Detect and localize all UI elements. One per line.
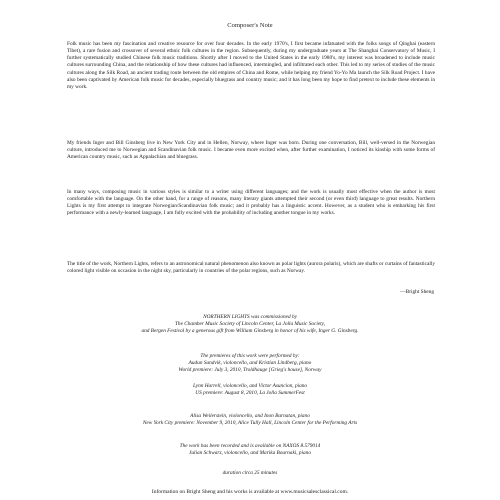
duration-block: [0, 470, 500, 477]
paragraph-text: My friends Inger and Bill Ginsberg live in New York City and in Hellen, Norway, where Inger was born. During one conversation, Bill, well-versed in the Norwegian culture, introduced me to Norwegian and Scandinavian folk music. I became even more excited when, after further examination, I noticed its kinship with some forms of American country music, such as Appalachian and bluegrass.: [67, 140, 435, 161]
premiere-block-3: [0, 413, 500, 427]
paragraph-text: The title of the work, Northern Lights, refers to an astronomical natural phenomenon also known as polar lights (aurora polaris), which are shafts or curtains of fantastically colored light visible on occasion in the night sky, particularly in countries of the polar regions, such as Norway.: [67, 261, 435, 275]
premiere-event: World premiere: July 3, 2010, Troldhauge [Grieg's house], Norway: [178, 367, 322, 374]
premiere-block-2: [0, 383, 500, 397]
signature: —Bright Sheng: [400, 289, 434, 295]
note-paragraph-4: [67, 261, 435, 275]
premiere-performers: Lynn Harrell, violoncello, and Victor Asuncion, piano: [192, 383, 308, 389]
recording-performers: Julian Schwarz, violoncello, and Marika Bournaki, piano: [189, 450, 311, 457]
commission-line: NORTHERN LIGHTS was commissioned by: [203, 314, 297, 320]
premiere-performers: Audun Sandvik, violoncello, and Kristian Lindberg, piano: [188, 360, 312, 367]
duration-text: duration circa 25 minutes: [222, 470, 278, 476]
note-paragraph-2: [67, 140, 435, 161]
commission-line: and Bergen Festival by a generous gift from William Ginsberg in honor of his wife, Inger G. Ginsberg.: [141, 328, 359, 335]
paragraph-text: Folk music has been my fascination and creative resource for over four decades. In the early 1970's, I first became infatuated with the folks songs of Qinghai (eastern Tibet), a rare fusion and crossover of several ethnic folk cultures in the region. Subsequently, during my undergraduate years at The Shanghai Conservatory of Music, I further systematically studied Chinese folk music traditions. Shortly after I moved to the United States in the early 1980's, my interest was broadened to include music cultures surrounding China, and the relationship of how these cultures had influenced, intermingled, and infiltrated each other. This led to my series of studies of the music cultures along the Silk Road, an ancient trading route between the old empires of China and Rome, while helping my friend Yo-Yo Ma launch the Silk Road Project. I have also been captivated by American folk music for decades, especially bluegrass and country music; and it has long been my hope to find pretext to include these elements in my work.: [67, 41, 435, 90]
premiere-event: New York City premiere: November 9, 2010, Alice Tully Hall, Lincoln Center for the Performing Arts: [142, 420, 358, 427]
paragraph-text: In many ways, composing music in various styles is similar to a writer using different languages; and the work is usually most effective when the author is most comfortable with the language. On the other hand, for a range of reasons, many literary giants attempted their second (or even third) language to great results. Northern Lights is my first attempt to integrate Norwegian/Scandinavian folk music; and it probably has a linguistic accent. However, as a student who is embarking his first performance with a newly-learned language, I am fully excited with the probability of including another tongue in my works.: [67, 189, 435, 217]
premiere-event: US premiere: August 8, 2010, La Jolla SummerFest: [195, 390, 305, 397]
premiere-performers: Alisa Weilerstein, violoncello, and Inon Barnatan, piano: [190, 413, 310, 419]
recording-line: The work has been recorded and is available on NAXOS 8.579014: [179, 443, 321, 449]
commission-line: The Chamber Music Society of Lincoln Center, La Jolla Music Society,: [174, 321, 326, 328]
premiere-block-1: [0, 353, 500, 375]
footer-info: Information on Bright Sheng and his works is available at www.musicsalesclassical.com.: [151, 489, 349, 495]
recording-block: [0, 443, 500, 457]
note-paragraph-1: [67, 41, 435, 91]
premieres-heading: The premieres of this work were performed by:: [200, 353, 300, 359]
commission-block: [0, 314, 500, 336]
page-title: Composer's Note: [227, 22, 273, 29]
note-paragraph-3: [67, 189, 435, 218]
